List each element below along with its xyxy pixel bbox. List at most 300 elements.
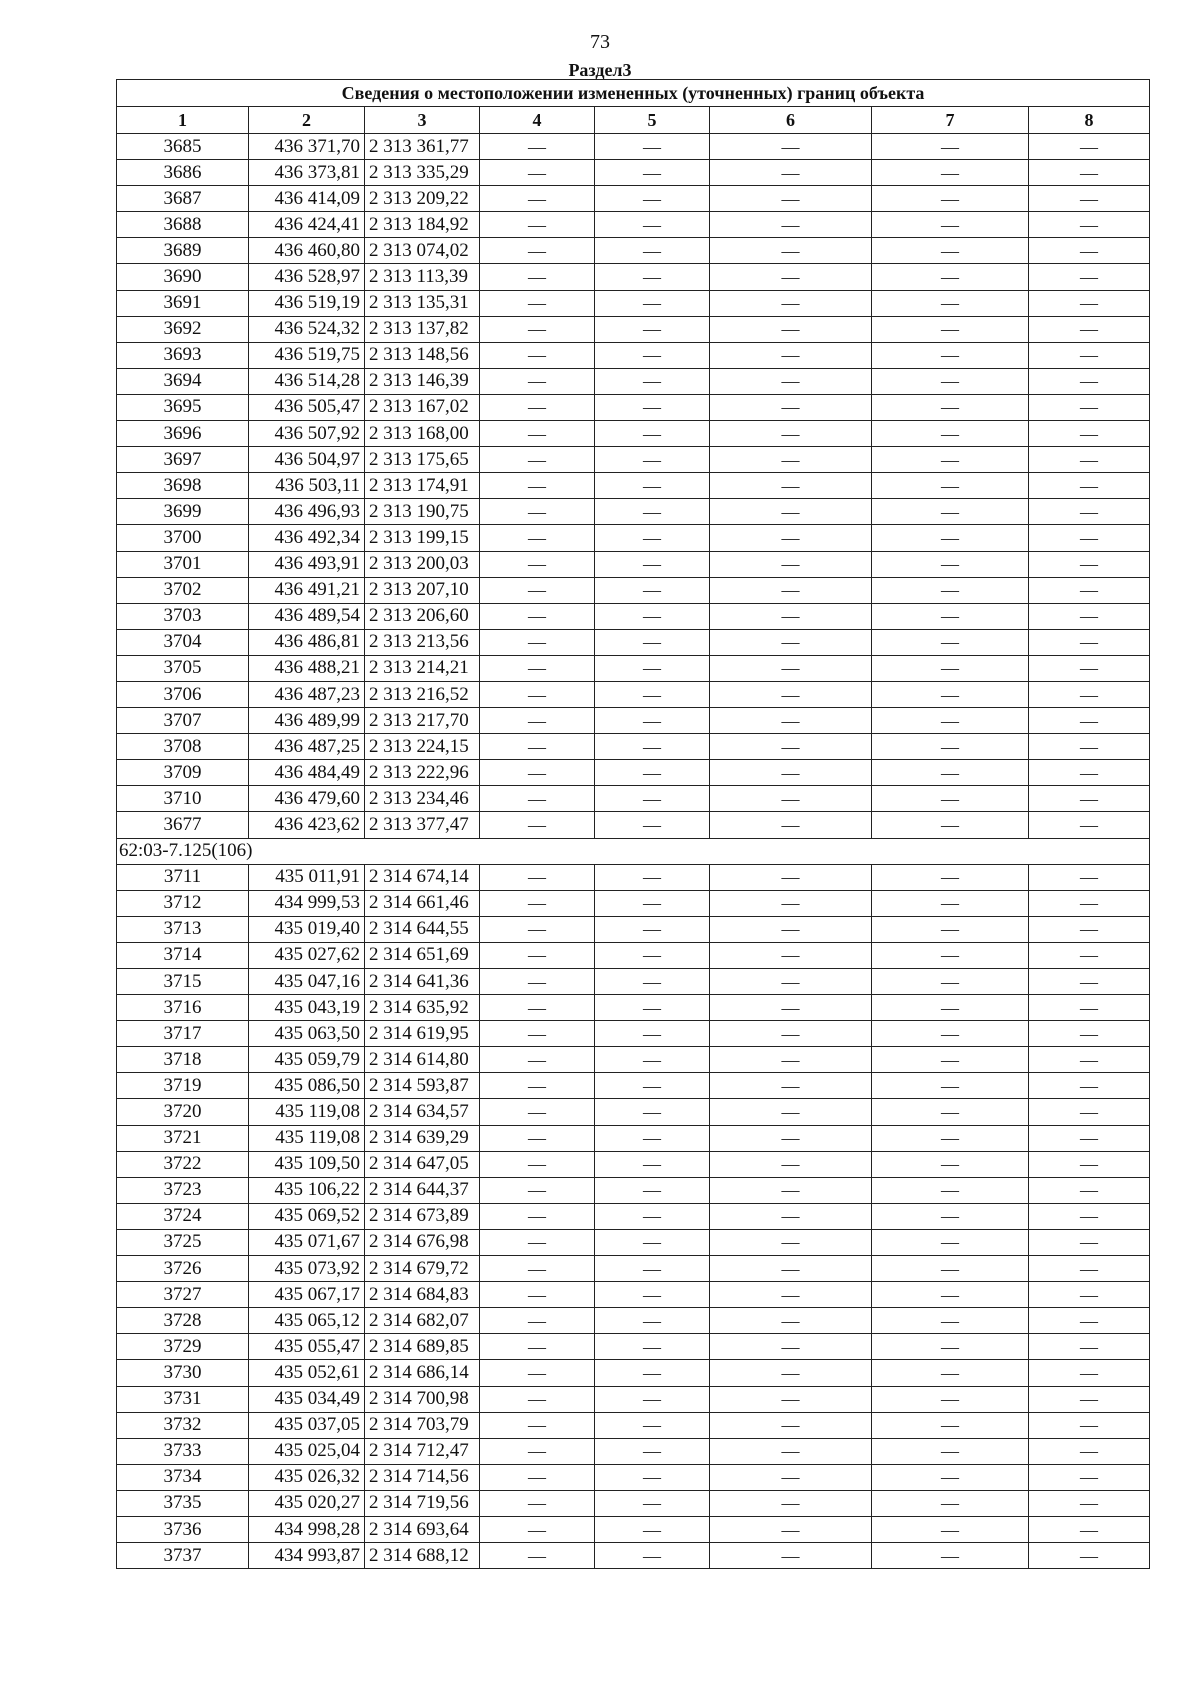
point-number-cell: 3717 — [117, 1021, 249, 1047]
empty-value-dash: — — [710, 1021, 872, 1047]
empty-value-dash: — — [480, 1256, 595, 1282]
table-row — [117, 1256, 1150, 1282]
empty-value-dash: — — [480, 1021, 595, 1047]
empty-value-dash: — — [595, 1464, 710, 1490]
empty-value-dash: — — [872, 1125, 1029, 1151]
column-number-header: 4 — [480, 107, 595, 134]
empty-value-dash: — — [872, 1047, 1029, 1073]
empty-value-dash: — — [480, 1516, 595, 1542]
x-coordinate-cell: 436 514,28 — [249, 368, 365, 394]
y-coordinate-cell: 2 313 217,70 — [365, 708, 480, 734]
empty-value-dash: — — [480, 551, 595, 577]
y-coordinate-cell: 2 313 234,46 — [365, 786, 480, 812]
empty-value-dash: — — [872, 1412, 1029, 1438]
empty-value-dash: — — [872, 134, 1029, 160]
point-number-cell: 3696 — [117, 421, 249, 447]
x-coordinate-cell: 436 373,81 — [249, 160, 365, 186]
empty-value-dash: — — [480, 760, 595, 786]
empty-value-dash: — — [480, 1360, 595, 1386]
empty-value-dash: — — [595, 1543, 710, 1569]
empty-value-dash: — — [872, 1151, 1029, 1177]
empty-value-dash: — — [710, 890, 872, 916]
empty-value-dash: — — [595, 264, 710, 290]
empty-value-dash: — — [480, 421, 595, 447]
x-coordinate-cell: 436 371,70 — [249, 134, 365, 160]
table-row — [117, 603, 1150, 629]
empty-value-dash: — — [480, 916, 595, 942]
empty-value-dash: — — [595, 577, 710, 603]
empty-value-dash: — — [872, 942, 1029, 968]
empty-value-dash: — — [480, 316, 595, 342]
empty-value-dash: — — [872, 1438, 1029, 1464]
x-coordinate-cell: 435 047,16 — [249, 969, 365, 995]
table-caption: Сведения о местоположении измененных (уточненных) границ объекта — [117, 80, 1150, 107]
y-coordinate-cell: 2 314 689,85 — [365, 1334, 480, 1360]
point-number-cell: 3728 — [117, 1308, 249, 1334]
empty-value-dash: — — [595, 655, 710, 681]
empty-value-dash: — — [872, 473, 1029, 499]
table-row — [117, 1229, 1150, 1255]
y-coordinate-cell: 2 314 693,64 — [365, 1516, 480, 1542]
empty-value-dash: — — [1029, 916, 1150, 942]
x-coordinate-cell: 435 019,40 — [249, 916, 365, 942]
empty-value-dash: — — [1029, 1203, 1150, 1229]
x-coordinate-cell: 435 043,19 — [249, 995, 365, 1021]
empty-value-dash: — — [595, 890, 710, 916]
column-number-header: 5 — [595, 107, 710, 134]
empty-value-dash: — — [1029, 1073, 1150, 1099]
empty-value-dash: — — [710, 1047, 872, 1073]
x-coordinate-cell: 436 524,32 — [249, 316, 365, 342]
y-coordinate-cell: 2 314 634,57 — [365, 1099, 480, 1125]
empty-value-dash: — — [1029, 290, 1150, 316]
empty-value-dash: — — [710, 942, 872, 968]
x-coordinate-cell: 436 423,62 — [249, 812, 365, 838]
group-header-row — [117, 838, 1150, 864]
y-coordinate-cell: 2 314 661,46 — [365, 890, 480, 916]
empty-value-dash: — — [480, 499, 595, 525]
empty-value-dash: — — [710, 864, 872, 890]
point-number-cell: 3722 — [117, 1151, 249, 1177]
empty-value-dash: — — [595, 1282, 710, 1308]
empty-value-dash: — — [480, 681, 595, 707]
empty-value-dash: — — [872, 264, 1029, 290]
point-number-cell: 3718 — [117, 1047, 249, 1073]
empty-value-dash: — — [872, 1334, 1029, 1360]
y-coordinate-cell: 2 313 167,02 — [365, 394, 480, 420]
point-number-cell: 3689 — [117, 238, 249, 264]
empty-value-dash: — — [1029, 629, 1150, 655]
empty-value-dash: — — [1029, 681, 1150, 707]
table-row — [117, 264, 1150, 290]
y-coordinate-cell: 2 313 148,56 — [365, 342, 480, 368]
table-row — [117, 864, 1150, 890]
y-coordinate-cell: 2 314 651,69 — [365, 942, 480, 968]
empty-value-dash: — — [1029, 577, 1150, 603]
y-coordinate-cell: 2 314 686,14 — [365, 1360, 480, 1386]
empty-value-dash: — — [480, 1334, 595, 1360]
point-number-cell: 3732 — [117, 1412, 249, 1438]
empty-value-dash: — — [710, 447, 872, 473]
point-number-cell: 3705 — [117, 655, 249, 681]
point-number-cell: 3737 — [117, 1543, 249, 1569]
point-number-cell: 3701 — [117, 551, 249, 577]
empty-value-dash: — — [710, 551, 872, 577]
y-coordinate-cell: 2 313 335,29 — [365, 160, 480, 186]
empty-value-dash: — — [480, 134, 595, 160]
table-row — [117, 1334, 1150, 1360]
point-number-cell: 3698 — [117, 473, 249, 499]
point-number-cell: 3704 — [117, 629, 249, 655]
empty-value-dash: — — [872, 394, 1029, 420]
empty-value-dash: — — [710, 499, 872, 525]
table-row — [117, 1151, 1150, 1177]
empty-value-dash: — — [872, 734, 1029, 760]
y-coordinate-cell: 2 313 113,39 — [365, 264, 480, 290]
empty-value-dash: — — [872, 368, 1029, 394]
empty-value-dash: — — [710, 212, 872, 238]
empty-value-dash: — — [1029, 1360, 1150, 1386]
group-label: 62:03-7.125(106) — [117, 838, 1150, 864]
empty-value-dash: — — [595, 1229, 710, 1255]
empty-value-dash: — — [1029, 812, 1150, 838]
x-coordinate-cell: 435 119,08 — [249, 1099, 365, 1125]
empty-value-dash: — — [1029, 603, 1150, 629]
empty-value-dash: — — [480, 1151, 595, 1177]
point-number-cell: 3685 — [117, 134, 249, 160]
empty-value-dash: — — [872, 499, 1029, 525]
y-coordinate-cell: 2 314 714,56 — [365, 1464, 480, 1490]
empty-value-dash: — — [480, 473, 595, 499]
empty-value-dash: — — [480, 734, 595, 760]
x-coordinate-cell: 436 479,60 — [249, 786, 365, 812]
point-number-cell: 3700 — [117, 525, 249, 551]
empty-value-dash: — — [1029, 969, 1150, 995]
empty-value-dash: — — [480, 160, 595, 186]
table-row — [117, 1203, 1150, 1229]
y-coordinate-cell: 2 313 377,47 — [365, 812, 480, 838]
point-number-cell: 3736 — [117, 1516, 249, 1542]
empty-value-dash: — — [872, 342, 1029, 368]
empty-value-dash: — — [595, 812, 710, 838]
empty-value-dash: — — [595, 786, 710, 812]
empty-value-dash: — — [710, 342, 872, 368]
empty-value-dash: — — [595, 134, 710, 160]
empty-value-dash: — — [1029, 864, 1150, 890]
empty-value-dash: — — [1029, 942, 1150, 968]
empty-value-dash: — — [595, 1360, 710, 1386]
empty-value-dash: — — [710, 1360, 872, 1386]
empty-value-dash: — — [1029, 473, 1150, 499]
empty-value-dash: — — [1029, 160, 1150, 186]
empty-value-dash: — — [480, 1073, 595, 1099]
point-number-cell: 3694 — [117, 368, 249, 394]
empty-value-dash: — — [1029, 316, 1150, 342]
point-number-cell: 3729 — [117, 1334, 249, 1360]
empty-value-dash: — — [595, 760, 710, 786]
point-number-cell: 3686 — [117, 160, 249, 186]
column-number-header: 6 — [710, 107, 872, 134]
empty-value-dash: — — [1029, 368, 1150, 394]
empty-value-dash: — — [872, 421, 1029, 447]
point-number-cell: 3726 — [117, 1256, 249, 1282]
y-coordinate-cell: 2 313 361,77 — [365, 134, 480, 160]
x-coordinate-cell: 436 493,91 — [249, 551, 365, 577]
empty-value-dash: — — [1029, 1516, 1150, 1542]
x-coordinate-cell: 435 055,47 — [249, 1334, 365, 1360]
empty-value-dash: — — [872, 969, 1029, 995]
table-row — [117, 942, 1150, 968]
empty-value-dash: — — [480, 786, 595, 812]
table-row — [117, 969, 1150, 995]
empty-value-dash: — — [872, 1464, 1029, 1490]
y-coordinate-cell: 2 314 674,14 — [365, 864, 480, 890]
x-coordinate-cell: 435 020,27 — [249, 1490, 365, 1516]
empty-value-dash: — — [1029, 655, 1150, 681]
empty-value-dash: — — [710, 1073, 872, 1099]
empty-value-dash: — — [1029, 708, 1150, 734]
empty-value-dash: — — [595, 1021, 710, 1047]
table-row — [117, 499, 1150, 525]
table-row — [117, 681, 1150, 707]
point-number-cell: 3690 — [117, 264, 249, 290]
column-number-header: 7 — [872, 107, 1029, 134]
empty-value-dash: — — [480, 1203, 595, 1229]
point-number-cell: 3692 — [117, 316, 249, 342]
table-row — [117, 995, 1150, 1021]
table-row — [117, 473, 1150, 499]
point-number-cell: 3708 — [117, 734, 249, 760]
x-coordinate-cell: 435 037,05 — [249, 1412, 365, 1438]
y-coordinate-cell: 2 314 676,98 — [365, 1229, 480, 1255]
empty-value-dash: — — [595, 290, 710, 316]
empty-value-dash: — — [710, 186, 872, 212]
empty-value-dash: — — [595, 421, 710, 447]
empty-value-dash: — — [480, 969, 595, 995]
y-coordinate-cell: 2 313 209,22 — [365, 186, 480, 212]
empty-value-dash: — — [1029, 734, 1150, 760]
empty-value-dash: — — [595, 551, 710, 577]
x-coordinate-cell: 436 484,49 — [249, 760, 365, 786]
empty-value-dash: — — [480, 1412, 595, 1438]
x-coordinate-cell: 436 489,99 — [249, 708, 365, 734]
table-row — [117, 1308, 1150, 1334]
empty-value-dash: — — [595, 473, 710, 499]
empty-value-dash: — — [1029, 238, 1150, 264]
empty-value-dash: — — [595, 1047, 710, 1073]
empty-value-dash: — — [710, 1412, 872, 1438]
y-coordinate-cell: 2 313 184,92 — [365, 212, 480, 238]
empty-value-dash: — — [1029, 1308, 1150, 1334]
y-coordinate-cell: 2 314 647,05 — [365, 1151, 480, 1177]
y-coordinate-cell: 2 313 213,56 — [365, 629, 480, 655]
table-row — [117, 1177, 1150, 1203]
empty-value-dash: — — [595, 734, 710, 760]
y-coordinate-cell: 2 313 199,15 — [365, 525, 480, 551]
empty-value-dash: — — [872, 447, 1029, 473]
empty-value-dash: — — [710, 603, 872, 629]
point-number-cell: 3731 — [117, 1386, 249, 1412]
empty-value-dash: — — [595, 1308, 710, 1334]
empty-value-dash: — — [710, 1334, 872, 1360]
empty-value-dash: — — [872, 238, 1029, 264]
point-number-cell: 3725 — [117, 1229, 249, 1255]
empty-value-dash: — — [480, 603, 595, 629]
y-coordinate-cell: 2 314 719,56 — [365, 1490, 480, 1516]
y-coordinate-cell: 2 313 174,91 — [365, 473, 480, 499]
empty-value-dash: — — [710, 786, 872, 812]
x-coordinate-cell: 435 069,52 — [249, 1203, 365, 1229]
table-row — [117, 890, 1150, 916]
table-row — [117, 238, 1150, 264]
empty-value-dash: — — [595, 342, 710, 368]
y-coordinate-cell: 2 313 216,52 — [365, 681, 480, 707]
point-number-cell: 3721 — [117, 1125, 249, 1151]
x-coordinate-cell: 434 998,28 — [249, 1516, 365, 1542]
y-coordinate-cell: 2 314 682,07 — [365, 1308, 480, 1334]
empty-value-dash: — — [710, 421, 872, 447]
y-coordinate-cell: 2 314 703,79 — [365, 1412, 480, 1438]
empty-value-dash: — — [872, 525, 1029, 551]
empty-value-dash: — — [710, 160, 872, 186]
y-coordinate-cell: 2 313 200,03 — [365, 551, 480, 577]
table-row — [117, 1438, 1150, 1464]
empty-value-dash: — — [710, 1308, 872, 1334]
empty-value-dash: — — [595, 916, 710, 942]
table-row — [117, 734, 1150, 760]
empty-value-dash: — — [595, 447, 710, 473]
empty-value-dash: — — [872, 1073, 1029, 1099]
empty-value-dash: — — [1029, 447, 1150, 473]
boundary-coordinates-table — [116, 79, 1150, 1569]
empty-value-dash: — — [480, 447, 595, 473]
empty-value-dash: — — [710, 1203, 872, 1229]
x-coordinate-cell: 435 059,79 — [249, 1047, 365, 1073]
empty-value-dash: — — [480, 186, 595, 212]
table-row — [117, 1021, 1150, 1047]
empty-value-dash: — — [595, 1073, 710, 1099]
empty-value-dash: — — [595, 1177, 710, 1203]
empty-value-dash: — — [1029, 1334, 1150, 1360]
empty-value-dash: — — [872, 629, 1029, 655]
empty-value-dash: — — [710, 995, 872, 1021]
empty-value-dash: — — [872, 1177, 1029, 1203]
empty-value-dash: — — [595, 1490, 710, 1516]
empty-value-dash: — — [480, 212, 595, 238]
empty-value-dash: — — [872, 1308, 1029, 1334]
x-coordinate-cell: 434 999,53 — [249, 890, 365, 916]
empty-value-dash: — — [1029, 1412, 1150, 1438]
table-row — [117, 655, 1150, 681]
point-number-cell: 3709 — [117, 760, 249, 786]
empty-value-dash: — — [595, 629, 710, 655]
empty-value-dash: — — [710, 1438, 872, 1464]
table-row — [117, 916, 1150, 942]
empty-value-dash: — — [1029, 1256, 1150, 1282]
empty-value-dash: — — [595, 1386, 710, 1412]
table-row — [117, 708, 1150, 734]
table-row — [117, 134, 1150, 160]
empty-value-dash: — — [1029, 525, 1150, 551]
empty-value-dash: — — [480, 1308, 595, 1334]
empty-value-dash: — — [480, 890, 595, 916]
empty-value-dash: — — [710, 681, 872, 707]
empty-value-dash: — — [1029, 1229, 1150, 1255]
point-number-cell: 3723 — [117, 1177, 249, 1203]
empty-value-dash: — — [595, 238, 710, 264]
empty-value-dash: — — [595, 316, 710, 342]
empty-value-dash: — — [872, 1203, 1029, 1229]
empty-value-dash: — — [710, 1516, 872, 1542]
empty-value-dash: — — [1029, 1151, 1150, 1177]
table-row — [117, 551, 1150, 577]
table-body — [117, 134, 1150, 1569]
empty-value-dash: — — [595, 1099, 710, 1125]
point-number-cell: 3727 — [117, 1282, 249, 1308]
empty-value-dash: — — [480, 264, 595, 290]
x-coordinate-cell: 434 993,87 — [249, 1543, 365, 1569]
empty-value-dash: — — [710, 1464, 872, 1490]
empty-value-dash: — — [595, 708, 710, 734]
point-number-cell: 3697 — [117, 447, 249, 473]
x-coordinate-cell: 436 489,54 — [249, 603, 365, 629]
x-coordinate-cell: 436 528,97 — [249, 264, 365, 290]
table-row — [117, 342, 1150, 368]
point-number-cell: 3706 — [117, 681, 249, 707]
empty-value-dash: — — [710, 969, 872, 995]
empty-value-dash: — — [595, 995, 710, 1021]
table-row — [117, 421, 1150, 447]
x-coordinate-cell: 435 027,62 — [249, 942, 365, 968]
column-number-header: 1 — [117, 107, 249, 134]
table-row — [117, 1386, 1150, 1412]
empty-value-dash: — — [710, 812, 872, 838]
y-coordinate-cell: 2 314 712,47 — [365, 1438, 480, 1464]
empty-value-dash: — — [480, 1177, 595, 1203]
empty-value-dash: — — [595, 864, 710, 890]
point-number-cell: 3724 — [117, 1203, 249, 1229]
table-row — [117, 1412, 1150, 1438]
x-coordinate-cell: 435 034,49 — [249, 1386, 365, 1412]
x-coordinate-cell: 435 026,32 — [249, 1464, 365, 1490]
table-row — [117, 1543, 1150, 1569]
y-coordinate-cell: 2 313 146,39 — [365, 368, 480, 394]
point-number-cell: 3735 — [117, 1490, 249, 1516]
empty-value-dash: — — [710, 708, 872, 734]
empty-value-dash: — — [1029, 1490, 1150, 1516]
x-coordinate-cell: 435 073,92 — [249, 1256, 365, 1282]
point-number-cell: 3677 — [117, 812, 249, 838]
table-row — [117, 1073, 1150, 1099]
y-coordinate-cell: 2 314 619,95 — [365, 1021, 480, 1047]
empty-value-dash: — — [1029, 551, 1150, 577]
empty-value-dash: — — [872, 890, 1029, 916]
y-coordinate-cell: 2 313 190,75 — [365, 499, 480, 525]
point-number-cell: 3733 — [117, 1438, 249, 1464]
empty-value-dash: — — [872, 655, 1029, 681]
empty-value-dash: — — [1029, 890, 1150, 916]
column-number-header: 3 — [365, 107, 480, 134]
empty-value-dash: — — [710, 1490, 872, 1516]
table-row — [117, 577, 1150, 603]
empty-value-dash: — — [710, 134, 872, 160]
empty-value-dash: — — [872, 160, 1029, 186]
y-coordinate-cell: 2 314 644,37 — [365, 1177, 480, 1203]
x-coordinate-cell: 436 486,81 — [249, 629, 365, 655]
y-coordinate-cell: 2 313 074,02 — [365, 238, 480, 264]
table-row — [117, 1516, 1150, 1542]
empty-value-dash: — — [480, 708, 595, 734]
